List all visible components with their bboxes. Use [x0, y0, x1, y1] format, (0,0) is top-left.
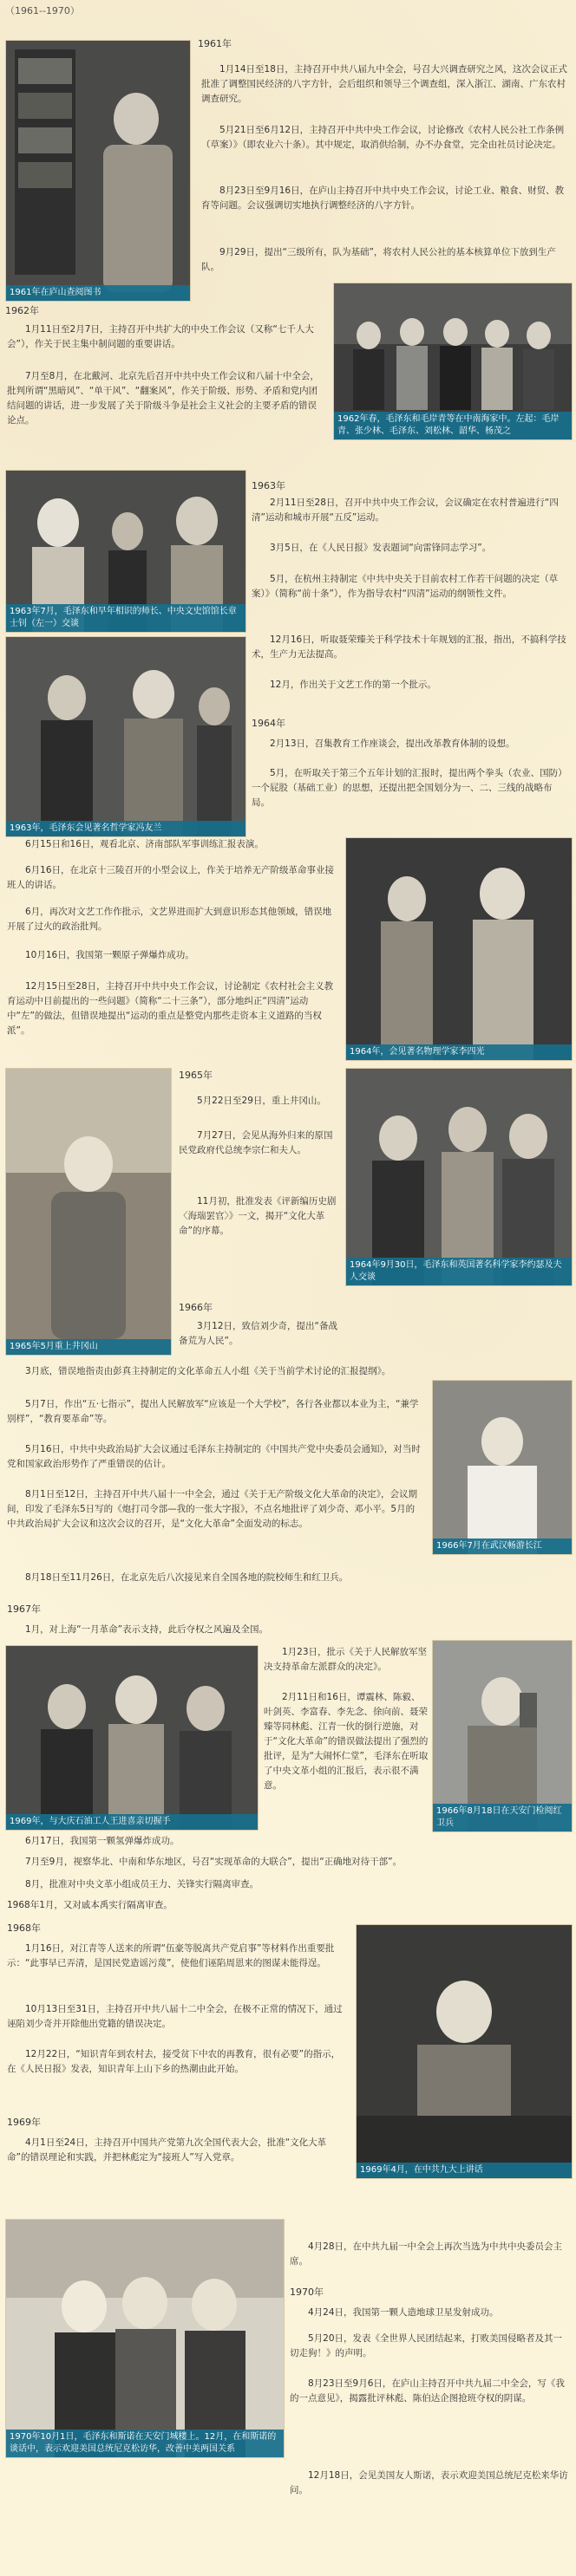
para-1965-a: 5月22日至29日，重上井冈山。 — [197, 1096, 326, 1106]
photo-ninth-congress — [356, 1924, 573, 2179]
para-1961-a: 1月14日至18日，主持召开中共八届九中全会，号召大兴调查研究之风，这次会议正式批准了调整国民经济的八字方针，会后组织和领导三个调查组，深入浙江、湖南、广东农村调查研究。 — [201, 64, 567, 104]
photo-wang-jinxi — [5, 1645, 259, 1831]
caption-4: 1963年，毛泽东会见著名哲学家冯友兰 — [6, 821, 245, 836]
photo-image — [433, 1641, 572, 1831]
para-1964-f: 10月16日，我国第一颗原子弹爆炸成功。 — [25, 950, 194, 960]
para-1965-c: 11月初，批准发表《评新编历史剧〈海瑞罢官〉》一文，揭开“文化大革命”的序幕。 — [179, 1196, 337, 1236]
para-1964-c: 6月15日和16日，观看北京、济南部队军事训练汇报表演。 — [25, 839, 264, 849]
para-1966-b: 5月7日，作出“五·七指示”，提出人民解放军“应该是一个大学校”，各行各业都以本业为主，“兼学别样”，“教育要革命”等。 — [7, 1399, 419, 1424]
year-1962: 1962年 — [5, 305, 39, 316]
photo-needham — [345, 1068, 573, 1286]
para-1969-a: 4月1日至24日，主持召开中国共产党第九次全国代表大会，批准“文化大革命”的错误理论和实践，并把林彪定为“接班人”写入党章。 — [7, 2137, 327, 2163]
para-1968-c: 12月22日，“知识青年到农村去，接受贫下中农的再教育，很有必要”的指示，在《人民日报》发表，知识青年上山下乡的热潮由此开始。 — [7, 2049, 341, 2074]
photo-zhang-shizhao — [5, 470, 246, 633]
para-1966-c: 5月16日，中共中央政治局扩大会议通过毛泽东主持制定的《中国共产党中央委员会通知》，对当时党和国家政治形势作了严重错误的估计。 — [7, 1444, 421, 1469]
photo-image — [346, 1069, 572, 1285]
photo-image — [346, 838, 572, 1060]
year-1964: 1964年 — [252, 718, 285, 729]
caption-11: 1969年4月，在中共九大上讲话 — [357, 2163, 572, 2178]
photo-tiananmen-redguards — [432, 1640, 573, 1832]
para-1970-d: 12月18日，会见美国友人斯诺，表示欢迎美国总统尼克松来华访问。 — [290, 2470, 568, 2495]
para-1969-b: 4月28日，在中共九届一中全会上再次当选为中共中央委员会主席。 — [290, 2241, 563, 2267]
year-1963: 1963年 — [252, 480, 285, 491]
photo-yangtze — [432, 1380, 573, 1555]
para-1968-b: 10月13日至31日，主持召开中共八届十二中全会，在极不正常的情况下，通过诬陷刘少奇并开除他出党籍的错误决定。 — [7, 2004, 343, 2029]
year-1961: 1961年 — [198, 38, 232, 49]
para-1964-g: 12月15日至28日，主持召开中共中央工作会议，讨论制定《农村社会主义教育运动中目前提出的一些问题》（简称“二十三条”），部分地纠正“四清”运动中“左”的做法，但错误地提出“运动的重点是整党内那些走资本主义道路的当权派”。 — [7, 981, 334, 1036]
para-1962-b: 7月至8月，在北戴河、北京先后召开中共中央工作会议和八届十中全会，批判所谓“黑暗风”、“单干风”、“翻案风”，作关于阶级、形势、矛盾和党内团结问题的讲话，进一步发展了关于阶级斗争是社会主义社会的主要矛盾的错误论点。 — [7, 371, 319, 426]
caption-2: 1962年春，毛泽东和毛岸青等在中南海家中。左起：毛岸青、张少林、毛泽东、刘松林、韶华、杨茂之 — [334, 412, 572, 439]
year-1969: 1969年 — [7, 2117, 41, 2128]
photo-li-siguang — [345, 837, 573, 1061]
period-label: （1961--1970） — [5, 5, 80, 16]
photo-image — [357, 1925, 572, 2178]
para-1963-b: 3月5日，在《人民日报》发表题词“向雷锋同志学习”。 — [270, 543, 492, 553]
para-1966-d: 8月1日至12日，主持召开中共八届十一中全会，通过《关于无产阶级文化大革命的决定》，会议期间，印发了毛泽东5日写的《炮打司令部—我的一张大字报》，不点名地批评了刘少奇、邓小平。5月的中共政治局扩大会议和这次会议的召开，是“文化大革命”全面发动的标志。 — [7, 1489, 417, 1529]
caption-1: 1961年在庐山查阅图书 — [6, 285, 190, 301]
para-1967-d: 6月17日，我国第一颗氢弹爆炸成功。 — [25, 1836, 180, 1846]
photo-image — [6, 2220, 284, 2457]
para-1967-f: 8月，批准对中央文革小组成员王力、关锋实行隔离审查。 — [25, 1879, 259, 1890]
photo-family — [333, 283, 573, 440]
caption-5: 1964年，会见著名物理学家李四光 — [346, 1044, 572, 1060]
para-1966-a: 3月底，错误地指责由彭真主持制定的文化革命五人小组《关于当前学术讨论的汇报提纲》。 — [25, 1366, 391, 1376]
photo-jinggangshan — [5, 1068, 172, 1356]
para-1970-c: 8月23日至9月6日，在庐山主持召开中共九届二中全会，写《我的一点意见》，揭露批评林彪、陈伯达企图抢班夺权的阴谋。 — [290, 2378, 565, 2404]
para-1967-g: 1968年1月，又对戚本禹实行隔离审查。 — [7, 1900, 173, 1910]
photo-image — [6, 1069, 171, 1355]
para-1964-a: 2月13日，召集教育工作座谈会，提出改革教育体制的设想。 — [270, 738, 515, 749]
caption-10: 1966年8月18日在天安门检阅红卫兵 — [433, 1804, 572, 1831]
photo-image — [6, 637, 245, 836]
para-1963-d: 12月16日，听取聂荣臻关于科学技术十年规划的汇报，指出，不搞科学技术，生产力无法提高。 — [252, 634, 566, 660]
para-1965-d: 3月12日，致信刘少奇，提出“备战备荒为人民”。 — [179, 1321, 337, 1346]
para-1967-b: 1月23日，批示《关于人民解放军坚决支持革命左派群众的决定》。 — [264, 1647, 428, 1672]
year-1970: 1970年 — [290, 2287, 324, 2298]
year-1967: 1967年 — [7, 1603, 41, 1615]
caption-8: 1966年7月在武汉畅游长江 — [433, 1538, 572, 1554]
year-1966: 1966年 — [179, 1302, 213, 1313]
para-1966-e: 8月18日至11月26日，在北京先后八次接见来自全国各地的院校师生和红卫兵。 — [25, 1572, 349, 1583]
caption-9: 1969年，与大庆石油工人王进喜亲切握手 — [6, 1814, 258, 1830]
para-1961-c: 8月23日至9月16日，在庐山主持召开中共中央工作会议，讨论工业、粮食、财贸、教育等问题。会议强调切实地执行调整经济的八字方针。 — [201, 185, 565, 211]
photo-feng-youlan — [5, 636, 246, 837]
para-1964-d: 6月16日，在北京十三陵召开的小型会议上，作关于培养无产阶级革命事业接班人的讲话。 — [7, 865, 335, 890]
para-1965-b: 7月27日，会见从海外归来的原国民党政府代总统李宗仁和夫人。 — [179, 1130, 333, 1155]
photo-lushan-library — [5, 40, 191, 302]
para-1961-d: 9月29日，提出“三级所有，队为基础”，将农村人民公社的基本核算单位下放到生产队。 — [201, 247, 556, 272]
para-1963-c: 5月，在杭州主持制定《中共中央关于目前农村工作若干问题的决定（草案）》（简称“前十条”），作为指导农村“四清”运动的纲领性文件。 — [252, 574, 559, 599]
para-1967-a: 1月，对上海“一月革命”表示支持，此后夺权之风遍及全国。 — [25, 1624, 269, 1635]
photo-snow-tiananmen — [5, 2219, 285, 2458]
photo-image — [6, 1646, 258, 1830]
para-1964-e: 6月，再次对文艺工作作批示，文艺界进而扩大到意识形态其他领域，错误地开展了过火的政治批判。 — [7, 907, 332, 932]
year-1968: 1968年 — [7, 1922, 41, 1934]
para-1963-a: 2月11日至28日，召开中共中央工作会议，会议确定在农村普遍进行“四清”运动和城市开展“五反”运动。 — [252, 498, 559, 523]
year-1965: 1965年 — [179, 1070, 213, 1081]
para-1970-a: 4月24日，我国第一颗人造地球卫星发射成功。 — [308, 2307, 499, 2318]
para-1967-e: 7月至9月，视察华北、中南和华东地区，号召“实现革命的大联合”，提出“正确地对待干部”。 — [25, 1857, 403, 1867]
caption-6: 1965年5月重上井冈山 — [6, 1339, 171, 1355]
para-1961-b: 5月21日至6月12日，主持召开中共中央工作会议，讨论修改《农村人民公社工作条例（草案）》（即农业六十条）。其中规定，取消供给制，办不办食堂，完全由社员讨论决定。 — [201, 125, 565, 150]
para-1963-e: 12月，作出关于文艺工作的第一个批示。 — [270, 680, 436, 690]
para-1964-b: 5月，在听取关于第三个五年计划的汇报时，提出两个拳头（农业、国防）一个屁股（基础工业）的思想，还提出把全国划分为一、二、三线的战略布局。 — [252, 768, 567, 808]
photo-image — [433, 1381, 572, 1554]
para-1967-c: 2月11日和16日，谭震林、陈毅、叶剑英、李富春、李先念、徐向前、聂荣臻等同林彪、江青一伙的倒行逆施，对于“文化大革命”的错误做法提出了强烈的批评，是为“大闹怀仁堂”，毛泽东在听取了中央文革小组的汇报后，表示很不满意。 — [264, 1692, 429, 1791]
para-1968-a: 1月16日，对江青等人送来的所谓“伍豪等脱离共产党启事”等材料作出重要批示：“此事早已弄清，是国民党造谣污蔑”，使他们诬陷周恩来的图谋未能得逞。 — [7, 1943, 335, 1968]
para-1970-b: 5月20日，发表《全世界人民团结起来，打败美国侵略者及其一切走狗！》的声明。 — [290, 2333, 563, 2358]
caption-12: 1970年10月1日，毛泽东和斯诺在天安门城楼上。12月，在和斯诺的谈话中，表示欢迎美国总统尼克松访华，改善中美两国关系 — [6, 2430, 284, 2457]
caption-7: 1964年9月30日，毛泽东和英国著名科学家李约瑟及夫人交谈 — [346, 1258, 572, 1285]
caption-3: 1963年7月，毛泽东和早年相识的师长、中央文史馆馆长章士钊（左一）交谈 — [6, 604, 245, 632]
photo-image — [6, 41, 190, 301]
para-1962-a: 1月11日至2月7日，主持召开中共扩大的中央工作会议（又称“七千人大会”），作关于民主集中制问题的重要讲话。 — [7, 324, 314, 349]
